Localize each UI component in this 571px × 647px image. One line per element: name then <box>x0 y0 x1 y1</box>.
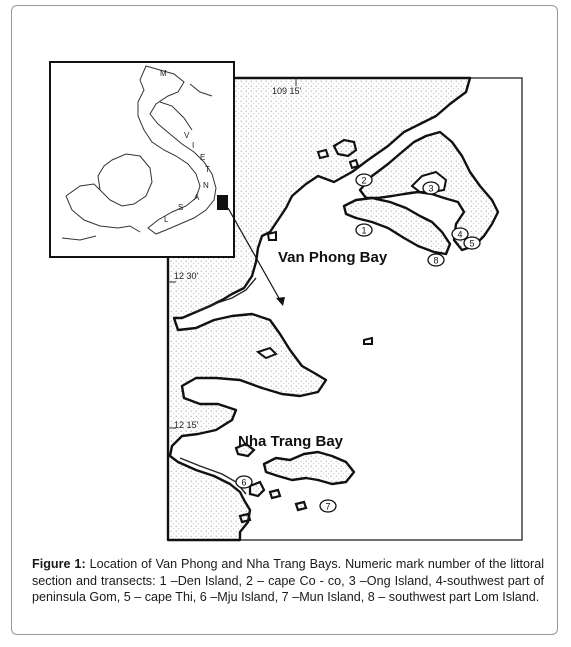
marker-5 <box>464 237 480 249</box>
inset-letter-s: S <box>178 203 184 212</box>
marker-6 <box>236 476 252 488</box>
inset-map-frame <box>50 62 234 257</box>
figure-caption <box>32 556 544 606</box>
nha-trang-bay-label: Nha Trang Bay <box>238 433 344 450</box>
island-south-3 <box>240 514 250 522</box>
island-small-5 <box>364 338 372 344</box>
caption-label: Figure 1: <box>32 557 86 571</box>
marker-1-label: 1 <box>361 225 367 236</box>
latitude-label-1230: 12 30' <box>174 271 199 281</box>
marker-1 <box>356 224 372 236</box>
marker-2 <box>356 174 372 186</box>
inset-letter-l: L <box>164 215 169 224</box>
marker-8-label: 8 <box>433 255 439 266</box>
inset-letter-t: T <box>205 165 210 174</box>
island-south-1 <box>270 490 280 498</box>
island-small-4 <box>268 232 276 240</box>
marker-2-label: 2 <box>361 175 367 186</box>
inset-location-marker <box>217 195 228 210</box>
island-small-2 <box>318 150 328 158</box>
island-small-3 <box>350 160 358 168</box>
marker-6-label: 6 <box>241 477 247 488</box>
marker-7 <box>320 500 336 512</box>
island-south-2 <box>296 502 306 510</box>
inset-letter-m: M <box>160 69 167 78</box>
van-phong-bay-label: Van Phong Bay <box>278 249 388 266</box>
longitude-label: 109 15' <box>272 86 302 96</box>
marker-8 <box>428 254 444 266</box>
inset-letter-a: A <box>194 193 200 202</box>
inset-letter-n: N <box>203 181 209 190</box>
inset-letter-v: V <box>184 131 190 140</box>
latitude-label-1215: 12 15' <box>174 420 199 430</box>
marker-3 <box>423 182 439 194</box>
marker-5-label: 5 <box>469 238 475 249</box>
inset-letter-i: I <box>192 141 195 150</box>
caption-text: Location of Van Phong and Nha Trang Bays. Numeric mark number of the littoral section and transects: 1 –Den Island, 2 – cape Co - co, 3 –Ong Island, 4-southwest part of peninsula Gom, 5 – cape Thi, 6 –Mju Island, 7 –Mun Island, 8 – southwest part Lom Island. <box>32 557 545 604</box>
marker-7-label: 7 <box>325 501 331 512</box>
inset-letter-e: E <box>200 153 206 162</box>
marker-4-label: 4 <box>457 229 463 240</box>
marker-3-label: 3 <box>428 183 434 194</box>
marker-4 <box>452 228 468 240</box>
